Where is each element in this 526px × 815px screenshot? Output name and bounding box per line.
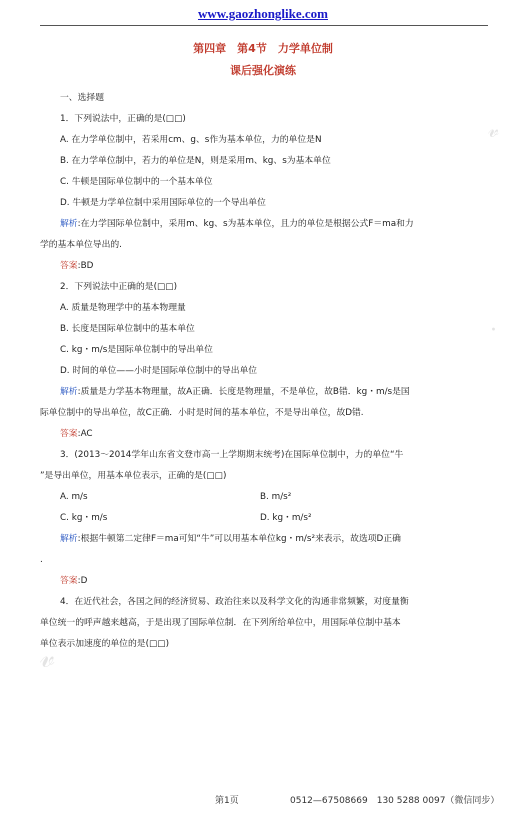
option-line: D. 牛顿是力学单位制中采用国际单位的一个导出单位 (60, 198, 266, 208)
explanation-line: . (40, 555, 43, 565)
section-heading: 一、选择题 (60, 93, 104, 103)
question-3-stem-cont: ”是导出单位，用基本单位表示，正确的是(□□) (40, 471, 227, 481)
answer-text: :D (77, 576, 88, 586)
answer-line (40, 256, 490, 277)
page-number: 第1页 (215, 796, 239, 806)
option-line: C. 牛顿是国际单位制中的一个基本单位 (60, 177, 213, 187)
explanation-line: 际单位制中的导出单位，故C正确．小时是时间的基本单位，不是导出单位，故D错. (40, 408, 364, 418)
option-row (40, 487, 490, 508)
option-a: A. m/s (60, 492, 88, 502)
answer-text: :AC (77, 429, 93, 439)
explanation-text: :在力学国际单位制中，采用m、kg、s为基本单位，且力的单位是根据公式F＝ma和力 (77, 219, 414, 229)
explanation-line (40, 382, 490, 403)
option-line: C. kg・m/s是国际单位制中的导出单位 (60, 345, 213, 355)
question-4-stem-cont: 单位表示加速度的单位的是(□□) (40, 639, 170, 649)
watermark-mark: 𝓋 (488, 118, 499, 143)
answer-text: :BD (77, 261, 94, 271)
question-1-stem: 1．下列说法中，正确的是(□□) (60, 114, 186, 124)
answer-label: 答案 (60, 429, 78, 439)
header-divider (40, 25, 488, 26)
option-line: A. 质量是物理学中的基本物理量 (60, 303, 186, 313)
watermark-logo: 𝓋 (40, 640, 55, 675)
question-4-stem: 4．在近代社会，各国之间的经济贸易、政治往来以及科学文化的沟通非常频繁，对度量衡 (60, 597, 409, 607)
explanation-label: 解析 (60, 534, 78, 544)
watermark-mark: · (490, 318, 497, 343)
explanation-line (40, 214, 490, 235)
answer-line (40, 424, 490, 445)
option-c: C. kg・m/s (60, 513, 108, 523)
option-row (40, 508, 490, 529)
answer-line (40, 571, 490, 592)
explanation-label: 解析 (60, 219, 78, 229)
option-line: D. 时间的单位——小时是国际单位制中的导出单位 (60, 366, 258, 376)
answer-label: 答案 (60, 261, 78, 271)
answer-label: 答案 (60, 576, 78, 586)
question-4-stem-cont: 单位统一的呼声越来越高，于是出现了国际单位制．在下列所给单位中，用国际单位制中基本 (40, 618, 401, 628)
header-url[interactable]: www.gaozhonglike.com (198, 6, 328, 21)
option-d: D. kg・m/s² (260, 513, 312, 523)
worksheet-body (40, 88, 490, 655)
chapter-title: 第四章 第4节 力学单位制 (193, 42, 333, 55)
explanation-text: :根据牛顿第二定律F＝ma可知“牛”可以用基本单位kg・m/s²来表示，故选项D正确 (77, 534, 401, 544)
question-2-stem: 2．下列说法中正确的是(□□) (60, 282, 178, 292)
explanation-line (40, 529, 490, 550)
explanation-text: :质量是力学基本物理量，故A正确．长度是物理量，不是单位，故B错．kg・m/s是国 (77, 387, 410, 397)
explanation-line: 学的基本单位导出的. (40, 240, 122, 250)
option-line: A. 在力学单位制中，若采用cm、g、s作为基本单位，力的单位是N (60, 135, 322, 145)
option-line: B. 在力学单位制中，若力的单位是N，则是采用m、kg、s为基本单位 (60, 156, 331, 166)
option-b: B. m/s² (260, 492, 292, 502)
section-subtitle: 课后强化演练 (230, 64, 296, 77)
explanation-label: 解析 (60, 387, 78, 397)
contact-phone: 0512—67508669 130 5288 0097（微信同步） (290, 796, 500, 806)
question-3-stem: 3．(2013～2014学年山东省文登市高一上学期期末统考)在国际单位制中，力的单位“牛 (60, 450, 404, 460)
option-line: B. 长度是国际单位制中的基本单位 (60, 324, 195, 334)
